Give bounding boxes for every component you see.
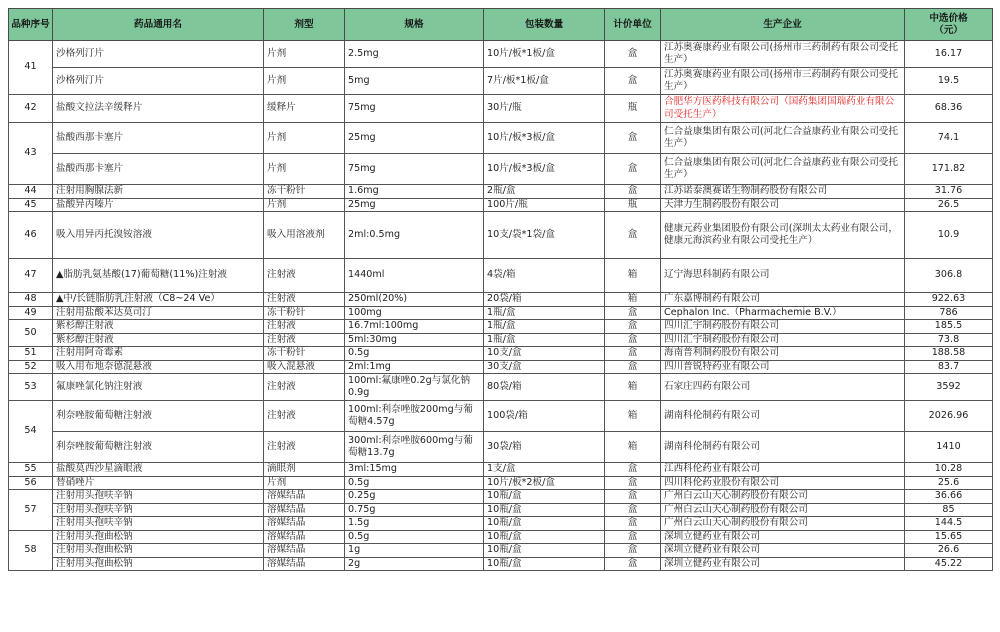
pricing-unit-cell: 盒 <box>605 490 661 504</box>
table-row <box>9 198 993 212</box>
manufacturer-cell: 石家庄四药有限公司 <box>661 374 905 401</box>
manufacturer-cell: 四川科伦药业股份有限公司 <box>661 476 905 490</box>
drug-name-cell: 注射用头孢呋辛钠 <box>53 503 264 517</box>
pricing-unit-cell: 盒 <box>605 530 661 544</box>
header-manufacturer: 生产企业 <box>661 9 905 41</box>
pricing-unit-cell: 盒 <box>605 320 661 334</box>
drug-name-cell: 氟康唑氯化钠注射液 <box>53 374 264 401</box>
dosage-form-cell: 注射液 <box>264 374 345 401</box>
specification-cell: 0.75g <box>345 503 484 517</box>
manufacturer-cell: 湖南科伦制药有限公司 <box>661 432 905 463</box>
serial-cell: 56 <box>9 476 53 490</box>
table-row <box>9 517 993 531</box>
dosage-form-cell: 吸入混悬液 <box>264 360 345 374</box>
serial-cell: 45 <box>9 198 53 212</box>
specification-cell: 16.7ml:100mg <box>345 320 484 334</box>
manufacturer-cell: 深圳立健药业有限公司 <box>661 530 905 544</box>
pricing-unit-cell: 盒 <box>605 185 661 199</box>
dosage-form-cell: 注射液 <box>264 432 345 463</box>
dosage-form-cell: 溶媒结晶 <box>264 503 345 517</box>
serial-cell: 44 <box>9 185 53 199</box>
dosage-form-cell: 溶媒结晶 <box>264 557 345 571</box>
pricing-unit-cell: 瓶 <box>605 198 661 212</box>
pricing-unit-cell: 盒 <box>605 154 661 185</box>
price-cell: 19.5 <box>905 68 993 95</box>
table-row <box>9 68 993 95</box>
price-cell: 83.7 <box>905 360 993 374</box>
dosage-form-cell: 片剂 <box>264 123 345 154</box>
dosage-form-cell: 片剂 <box>264 68 345 95</box>
price-cell: 922.63 <box>905 293 993 307</box>
drug-price-table <box>8 8 993 571</box>
specification-cell: 25mg <box>345 198 484 212</box>
table-row <box>9 530 993 544</box>
dosage-form-cell: 注射液 <box>264 293 345 307</box>
drug-name-cell: 盐酸西那卡塞片 <box>53 154 264 185</box>
drug-name-cell: 吸入用布地奈德混悬液 <box>53 360 264 374</box>
specification-cell: 0.25g <box>345 490 484 504</box>
package-quantity-cell: 10片/板*3板/盒 <box>484 123 605 154</box>
dosage-form-cell: 冻干粉针 <box>264 306 345 320</box>
pricing-unit-cell: 盒 <box>605 503 661 517</box>
package-quantity-cell: 10瓶/盒 <box>484 557 605 571</box>
package-quantity-cell: 7片/板*1板/盒 <box>484 68 605 95</box>
manufacturer-cell: 天津力生制药股份有限公司 <box>661 198 905 212</box>
package-quantity-cell: 30袋/箱 <box>484 432 605 463</box>
drug-name-cell: 紫杉醇注射液 <box>53 333 264 347</box>
pricing-unit-cell: 盒 <box>605 517 661 531</box>
drug-name-cell: 注射用阿奇霉素 <box>53 347 264 361</box>
specification-cell: 100ml:氟康唑0.2g与氯化钠0.9g <box>345 374 484 401</box>
specification-cell: 1g <box>345 544 484 558</box>
package-quantity-cell: 10支/袋*1袋/盒 <box>484 212 605 259</box>
specification-cell: 0.5g <box>345 347 484 361</box>
specification-cell: 5ml:30mg <box>345 333 484 347</box>
specification-cell: 1.5g <box>345 517 484 531</box>
specification-cell: 300ml:利奈唑胺600mg与葡萄糖13.7g <box>345 432 484 463</box>
dosage-form-cell: 缓释片 <box>264 95 345 123</box>
pricing-unit-cell: 箱 <box>605 259 661 293</box>
dosage-form-cell: 注射液 <box>264 259 345 293</box>
table-row <box>9 333 993 347</box>
package-quantity-cell: 30支/盒 <box>484 360 605 374</box>
package-quantity-cell: 10片/板*2板/盒 <box>484 476 605 490</box>
package-quantity-cell: 1瓶/盒 <box>484 333 605 347</box>
manufacturer-cell: 广州白云山天心制药股份有限公司 <box>661 503 905 517</box>
serial-cell: 55 <box>9 463 53 477</box>
pricing-unit-cell: 盒 <box>605 463 661 477</box>
table-row <box>9 320 993 334</box>
manufacturer-cell: 深圳立健药业有限公司 <box>661 544 905 558</box>
drug-name-cell: 注射用盐酸苯达莫司汀 <box>53 306 264 320</box>
table-row <box>9 490 993 504</box>
serial-cell: 46 <box>9 212 53 259</box>
price-cell: 25.6 <box>905 476 993 490</box>
package-quantity-cell: 30片/瓶 <box>484 95 605 123</box>
dosage-form-cell: 冻干粉针 <box>264 347 345 361</box>
specification-cell: 75mg <box>345 95 484 123</box>
serial-cell: 42 <box>9 95 53 123</box>
price-cell: 171.82 <box>905 154 993 185</box>
dosage-form-cell: 溶媒结晶 <box>264 517 345 531</box>
drug-name-cell: ▲脂肪乳氨基酸(17)葡萄糖(11%)注射液 <box>53 259 264 293</box>
package-quantity-cell: 20袋/箱 <box>484 293 605 307</box>
package-quantity-cell: 80袋/箱 <box>484 374 605 401</box>
manufacturer-cell: 仁合益康集团有限公司(河北仁合益康药业有限公司受托生产） <box>661 123 905 154</box>
specification-cell: 1440ml <box>345 259 484 293</box>
price-cell: 74.1 <box>905 123 993 154</box>
serial-cell: 53 <box>9 374 53 401</box>
manufacturer-cell: 健康元药业集团股份有限公司(深圳太太药业有限公司，健康元海滨药业有限公司受托生产） <box>661 212 905 259</box>
drug-name-cell: 利奈唑胺葡萄糖注射液 <box>53 432 264 463</box>
table-row <box>9 463 993 477</box>
manufacturer-cell: 四川普锐特药业有限公司 <box>661 360 905 374</box>
package-quantity-cell: 2瓶/盒 <box>484 185 605 199</box>
dosage-form-cell: 吸入用溶液剂 <box>264 212 345 259</box>
drug-name-cell: 沙格列汀片 <box>53 41 264 68</box>
table-row <box>9 347 993 361</box>
price-cell: 26.5 <box>905 198 993 212</box>
pricing-unit-cell: 箱 <box>605 401 661 432</box>
price-cell: 36.66 <box>905 490 993 504</box>
package-quantity-cell: 1支/盒 <box>484 463 605 477</box>
specification-cell: 2g <box>345 557 484 571</box>
price-cell: 10.28 <box>905 463 993 477</box>
package-quantity-cell: 10片/板*3板/盒 <box>484 154 605 185</box>
table-row <box>9 212 993 259</box>
table-row <box>9 432 993 463</box>
manufacturer-cell: 四川汇宇制药股份有限公司 <box>661 333 905 347</box>
price-cell: 73.8 <box>905 333 993 347</box>
dosage-form-cell: 注射液 <box>264 333 345 347</box>
manufacturer-cell: 辽宁海思科制药有限公司 <box>661 259 905 293</box>
table-row <box>9 259 993 293</box>
manufacturer-cell: 江苏诺泰澳赛诺生物制药股份有限公司 <box>661 185 905 199</box>
serial-cell: 51 <box>9 347 53 361</box>
price-cell: 15.65 <box>905 530 993 544</box>
header-dosage-form: 剂型 <box>264 9 345 41</box>
drug-name-cell: 利奈唑胺葡萄糖注射液 <box>53 401 264 432</box>
specification-cell: 3ml:15mg <box>345 463 484 477</box>
table-row <box>9 401 993 432</box>
specification-cell: 0.5g <box>345 476 484 490</box>
dosage-form-cell: 片剂 <box>264 154 345 185</box>
specification-cell: 2ml:1mg <box>345 360 484 374</box>
header-specification: 规格 <box>345 9 484 41</box>
pricing-unit-cell: 盒 <box>605 68 661 95</box>
serial-cell: 50 <box>9 320 53 347</box>
price-cell: 1410 <box>905 432 993 463</box>
dosage-form-cell: 滴眼剂 <box>264 463 345 477</box>
price-cell: 306.8 <box>905 259 993 293</box>
package-quantity-cell: 10瓶/盒 <box>484 530 605 544</box>
dosage-form-cell: 片剂 <box>264 476 345 490</box>
header-serial: 品种序号 <box>9 9 53 41</box>
price-cell: 3592 <box>905 374 993 401</box>
pricing-unit-cell: 盒 <box>605 123 661 154</box>
manufacturer-cell: 海南普利制药股份有限公司 <box>661 347 905 361</box>
price-cell: 68.36 <box>905 95 993 123</box>
table-header-row <box>9 9 993 41</box>
package-quantity-cell: 10瓶/盒 <box>484 503 605 517</box>
drug-name-cell: 注射用头孢曲松钠 <box>53 530 264 544</box>
serial-cell: 49 <box>9 306 53 320</box>
package-quantity-cell: 1瓶/盒 <box>484 320 605 334</box>
table-row <box>9 123 993 154</box>
dosage-form-cell: 溶媒结晶 <box>264 530 345 544</box>
pricing-unit-cell: 盒 <box>605 360 661 374</box>
dosage-form-cell: 注射液 <box>264 401 345 432</box>
package-quantity-cell: 4袋/箱 <box>484 259 605 293</box>
package-quantity-cell: 10瓶/盒 <box>484 517 605 531</box>
serial-cell: 43 <box>9 123 53 185</box>
price-cell: 185.5 <box>905 320 993 334</box>
price-cell: 85 <box>905 503 993 517</box>
table-row <box>9 360 993 374</box>
price-cell: 786 <box>905 306 993 320</box>
specification-cell: 100mg <box>345 306 484 320</box>
dosage-form-cell: 注射液 <box>264 320 345 334</box>
manufacturer-cell: 江西科伦药业有限公司 <box>661 463 905 477</box>
dosage-form-cell: 冻干粉针 <box>264 185 345 199</box>
table-row <box>9 306 993 320</box>
pricing-unit-cell: 盒 <box>605 347 661 361</box>
price-cell: 10.9 <box>905 212 993 259</box>
price-cell: 144.5 <box>905 517 993 531</box>
dosage-form-cell: 片剂 <box>264 198 345 212</box>
table-row <box>9 293 993 307</box>
table-row <box>9 41 993 68</box>
package-quantity-cell: 10片/板*1板/盒 <box>484 41 605 68</box>
serial-cell: 54 <box>9 401 53 463</box>
price-cell: 2026.96 <box>905 401 993 432</box>
table-row <box>9 154 993 185</box>
table-row <box>9 544 993 558</box>
specification-cell: 25mg <box>345 123 484 154</box>
pricing-unit-cell: 瓶 <box>605 95 661 123</box>
specification-cell: 1.6mg <box>345 185 484 199</box>
drug-name-cell: 注射用头孢曲松钠 <box>53 557 264 571</box>
drug-name-cell: 注射用头孢呋辛钠 <box>53 490 264 504</box>
manufacturer-cell: 深圳立健药业有限公司 <box>661 557 905 571</box>
manufacturer-cell: 江苏奥赛康药业有限公司(扬州市三药制药有限公司受托生产） <box>661 68 905 95</box>
pricing-unit-cell: 盒 <box>605 333 661 347</box>
pricing-unit-cell: 箱 <box>605 293 661 307</box>
drug-name-cell: 替硝唑片 <box>53 476 264 490</box>
price-cell: 16.17 <box>905 41 993 68</box>
header-package-quantity: 包装数量 <box>484 9 605 41</box>
header-drug-name: 药品通用名 <box>53 9 264 41</box>
manufacturer-cell: 广东嘉博制药有限公司 <box>661 293 905 307</box>
drug-name-cell: 盐酸文拉法辛缓释片 <box>53 95 264 123</box>
package-quantity-cell: 10瓶/盒 <box>484 544 605 558</box>
package-quantity-cell: 100袋/箱 <box>484 401 605 432</box>
price-cell: 31.76 <box>905 185 993 199</box>
serial-cell: 58 <box>9 530 53 571</box>
package-quantity-cell: 100片/瓶 <box>484 198 605 212</box>
dosage-form-cell: 溶媒结晶 <box>264 490 345 504</box>
drug-name-cell: 盐酸异丙嗪片 <box>53 198 264 212</box>
specification-cell: 0.5g <box>345 530 484 544</box>
pricing-unit-cell: 箱 <box>605 374 661 401</box>
drug-price-table-container <box>8 8 992 571</box>
specification-cell: 2.5mg <box>345 41 484 68</box>
table-row <box>9 95 993 123</box>
serial-cell: 57 <box>9 490 53 531</box>
specification-cell: 2ml:0.5mg <box>345 212 484 259</box>
serial-cell: 47 <box>9 259 53 293</box>
pricing-unit-cell: 盒 <box>605 306 661 320</box>
table-row <box>9 185 993 199</box>
manufacturer-cell: 广州白云山天心制药股份有限公司 <box>661 517 905 531</box>
specification-cell: 75mg <box>345 154 484 185</box>
serial-cell: 52 <box>9 360 53 374</box>
drug-name-cell: 盐酸莫西沙星滴眼液 <box>53 463 264 477</box>
pricing-unit-cell: 盒 <box>605 544 661 558</box>
manufacturer-cell: Cephalon Inc.（Pharmachemie B.V.） <box>661 306 905 320</box>
table-row <box>9 374 993 401</box>
table-row <box>9 503 993 517</box>
price-cell: 26.6 <box>905 544 993 558</box>
specification-cell: 100ml:利奈唑胺200mg与葡萄糖4.57g <box>345 401 484 432</box>
manufacturer-cell: 广州白云山天心制药股份有限公司 <box>661 490 905 504</box>
pricing-unit-cell: 盒 <box>605 557 661 571</box>
manufacturer-cell: 合肥华方医药科技有限公司（国药集团国瑞药业有限公司受托生产） <box>661 95 905 123</box>
table-row <box>9 557 993 571</box>
manufacturer-cell: 江苏奥赛康药业有限公司(扬州市三药制药有限公司受托生产） <box>661 41 905 68</box>
dosage-form-cell: 溶媒结晶 <box>264 544 345 558</box>
header-price: 中选价格 （元） <box>905 9 993 41</box>
drug-name-cell: 吸入用异丙托溴铵溶液 <box>53 212 264 259</box>
header-pricing-unit: 计价单位 <box>605 9 661 41</box>
drug-name-cell: ▲中/长链脂肪乳注射液（C8~24 Ve） <box>53 293 264 307</box>
pricing-unit-cell: 箱 <box>605 432 661 463</box>
pricing-unit-cell: 盒 <box>605 41 661 68</box>
specification-cell: 250ml(20%) <box>345 293 484 307</box>
dosage-form-cell: 片剂 <box>264 41 345 68</box>
package-quantity-cell: 10支/盒 <box>484 347 605 361</box>
serial-cell: 48 <box>9 293 53 307</box>
drug-name-cell: 注射用头孢曲松钠 <box>53 544 264 558</box>
pricing-unit-cell: 盒 <box>605 212 661 259</box>
table-body <box>9 41 993 571</box>
drug-name-cell: 沙格列汀片 <box>53 68 264 95</box>
manufacturer-cell: 仁合益康集团有限公司(河北仁合益康药业有限公司受托生产） <box>661 154 905 185</box>
table-row <box>9 476 993 490</box>
price-cell: 45.22 <box>905 557 993 571</box>
serial-cell: 41 <box>9 41 53 95</box>
price-cell: 188.58 <box>905 347 993 361</box>
manufacturer-cell: 湖南科伦制药有限公司 <box>661 401 905 432</box>
drug-name-cell: 注射用头孢呋辛钠 <box>53 517 264 531</box>
drug-name-cell: 紫杉醇注射液 <box>53 320 264 334</box>
package-quantity-cell: 1瓶/盒 <box>484 306 605 320</box>
manufacturer-cell: 四川汇宇制药股份有限公司 <box>661 320 905 334</box>
package-quantity-cell: 10瓶/盒 <box>484 490 605 504</box>
drug-name-cell: 盐酸西那卡塞片 <box>53 123 264 154</box>
specification-cell: 5mg <box>345 68 484 95</box>
drug-name-cell: 注射用胸腺法新 <box>53 185 264 199</box>
pricing-unit-cell: 盒 <box>605 476 661 490</box>
